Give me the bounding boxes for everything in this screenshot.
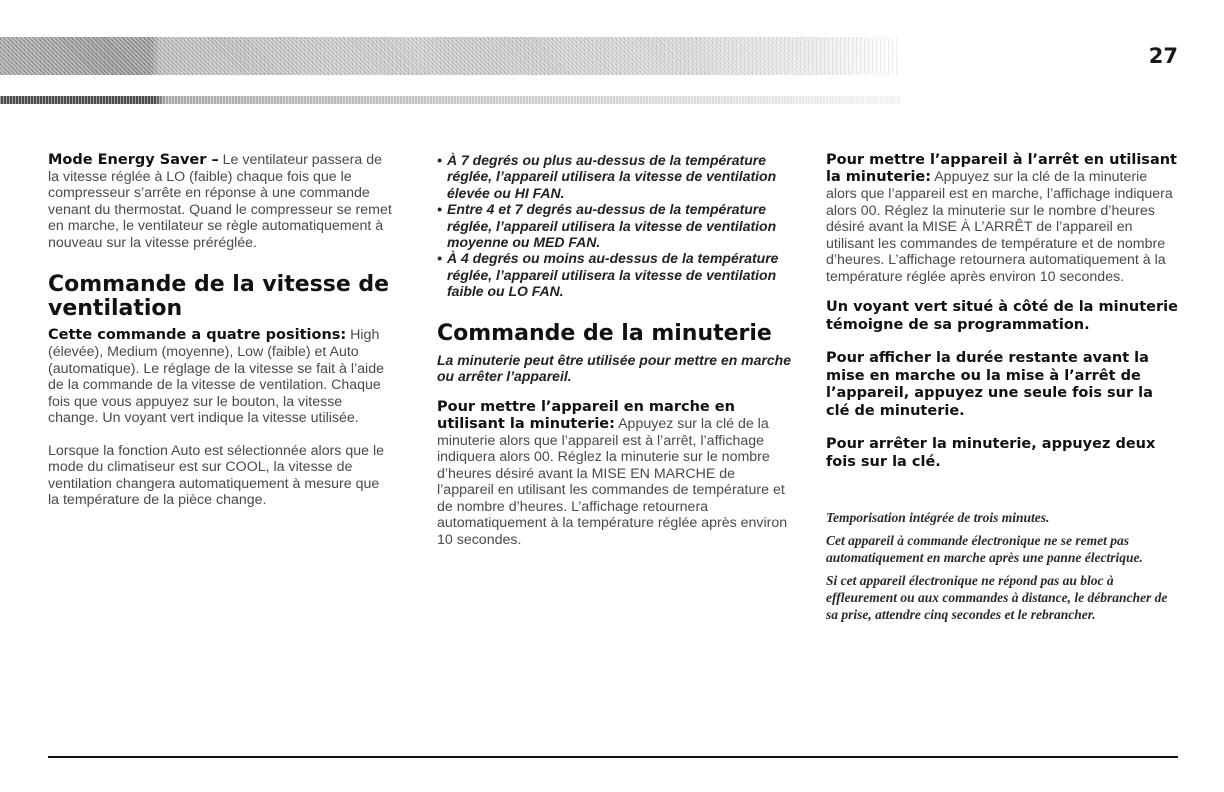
bullet-item: • À 7 degrés ou plus au-dessus de la température réglée, l’appareil utilisera la vitesse de ventilation élevée ou HI FAN.	[437, 152, 777, 201]
fan-speed-heading: Commande de la vitesse de ventilation	[48, 272, 390, 321]
column-left	[48, 152, 393, 509]
stop-timer-instruction: Pour arrêter la minuterie, appuyez deux fois sur la clé.	[826, 436, 1156, 470]
timer-off-body: Appuyez sur la clé de la minuterie alors que l’appareil est en marche, l’affichage indiquera alors 00. Réglez la minuterie sur le nombre d’heures désiré avant la MISE À L’ARRÊT de l’appareil en utilisant les commandes de température et de nombre d’heures. L’affichage retournera automatiquement à la température réglée après environ 10 secondes.	[826, 169, 1173, 285]
timer-intro: La minuterie peut être utilisée pour mettre en marche ou arrêter l’appareil.	[437, 351, 791, 385]
page-number: 27	[1148, 44, 1178, 68]
timer-on-lead: Pour mettre l’appareil en marche en utilisant la minuterie:	[437, 398, 735, 432]
timer-off-paragraph	[826, 152, 1178, 285]
positions-lead: Cette commande a quatre positions:	[48, 327, 347, 343]
green-light-note: Un voyant vert situé à côté de la minuterie témoigne de sa programmation.	[826, 299, 1178, 333]
bullet-item: • À 4 degrés ou moins au-dessus de la température réglée, l’appareil utilisera la vitesse de ventilation faible ou LO FAN.	[437, 250, 779, 300]
fan-speed-bullets	[437, 152, 795, 300]
energy-saver-lead: Mode Energy Saver –	[48, 152, 219, 168]
column-right	[826, 152, 1178, 623]
energy-saver-paragraph	[48, 152, 393, 251]
header-decoration-rule	[0, 96, 900, 104]
power-failure-note: Cet appareil à commande électronique ne se remet pas automatiquement en marche après une panne électrique.	[826, 533, 1143, 565]
timer-on-paragraph	[437, 399, 795, 549]
positions-paragraph	[48, 327, 393, 427]
column-middle	[437, 152, 795, 548]
header-decoration-band	[0, 37, 900, 75]
timer-on-body: Appuyez sur la clé de la minuterie alors que l’appareil est à l’arrêt, l’affichage indiquera alors 00. Réglez la minuterie sur le nombre d’heures désiré avant la MISE EN MARCHE de l’appareil en utilisant les commandes de température et de nombre d’heures. L’affichage retournera automatiquement à la température réglée après environ 10 secondes.	[437, 415, 788, 548]
bullet-item: • Entre 4 et 7 degrés au-dessus de la température réglée, l’appareil utilisera la vitesse de ventilation moyenne ou MED FAN.	[437, 201, 777, 251]
positions-body: High (élevée), Medium (moyenne), Low (faible) et Auto (automatique). Le réglage de la vitesse se fait à l’aide de la commande de la vitesse de ventilation. Chaque fois que vous appuyez sur le bouton, la vitesse change. Un voyant vert indique la vitesse utilisée.	[48, 327, 384, 426]
timer-heading: Commande de la minuterie	[437, 320, 772, 346]
unresponsive-note: Si cet appareil électronique ne répond pas au bloc à effleurement ou aux commandes à distance, le débrancher de sa prise, attendre cinq secondes et le rebrancher.	[826, 573, 1168, 622]
timer-off-lead: Pour mettre l’appareil à l’arrêt en utilisant la minuterie:	[826, 152, 1177, 185]
auto-mode-paragraph: Lorsque la fonction Auto est sélectionnée alors que le mode du climatiseur est sur COOL, la vitesse de ventilation changera automatiquement à mesure que la température de la pièce change.	[48, 442, 384, 508]
energy-saver-body: Le ventilateur passera de la vitesse réglée à LO (faible) chaque fois que le compresseur s’arrête en réponse à une commande venant du thermostat. Quand le compresseur se remet en marche, le ventilateur se règle automatiquement à nouveau sur la vitesse préréglée.	[48, 152, 392, 251]
display-remaining-instruction: Pour afficher la durée restante avant la mise en marche ou la mise à l’arrêt de l’appareil, appuyez une seule fois sur la clé de minuterie.	[826, 350, 1153, 419]
builtin-delay-note: Temporisation intégrée de trois minutes.	[826, 510, 1050, 525]
footer-rule	[48, 756, 1178, 758]
